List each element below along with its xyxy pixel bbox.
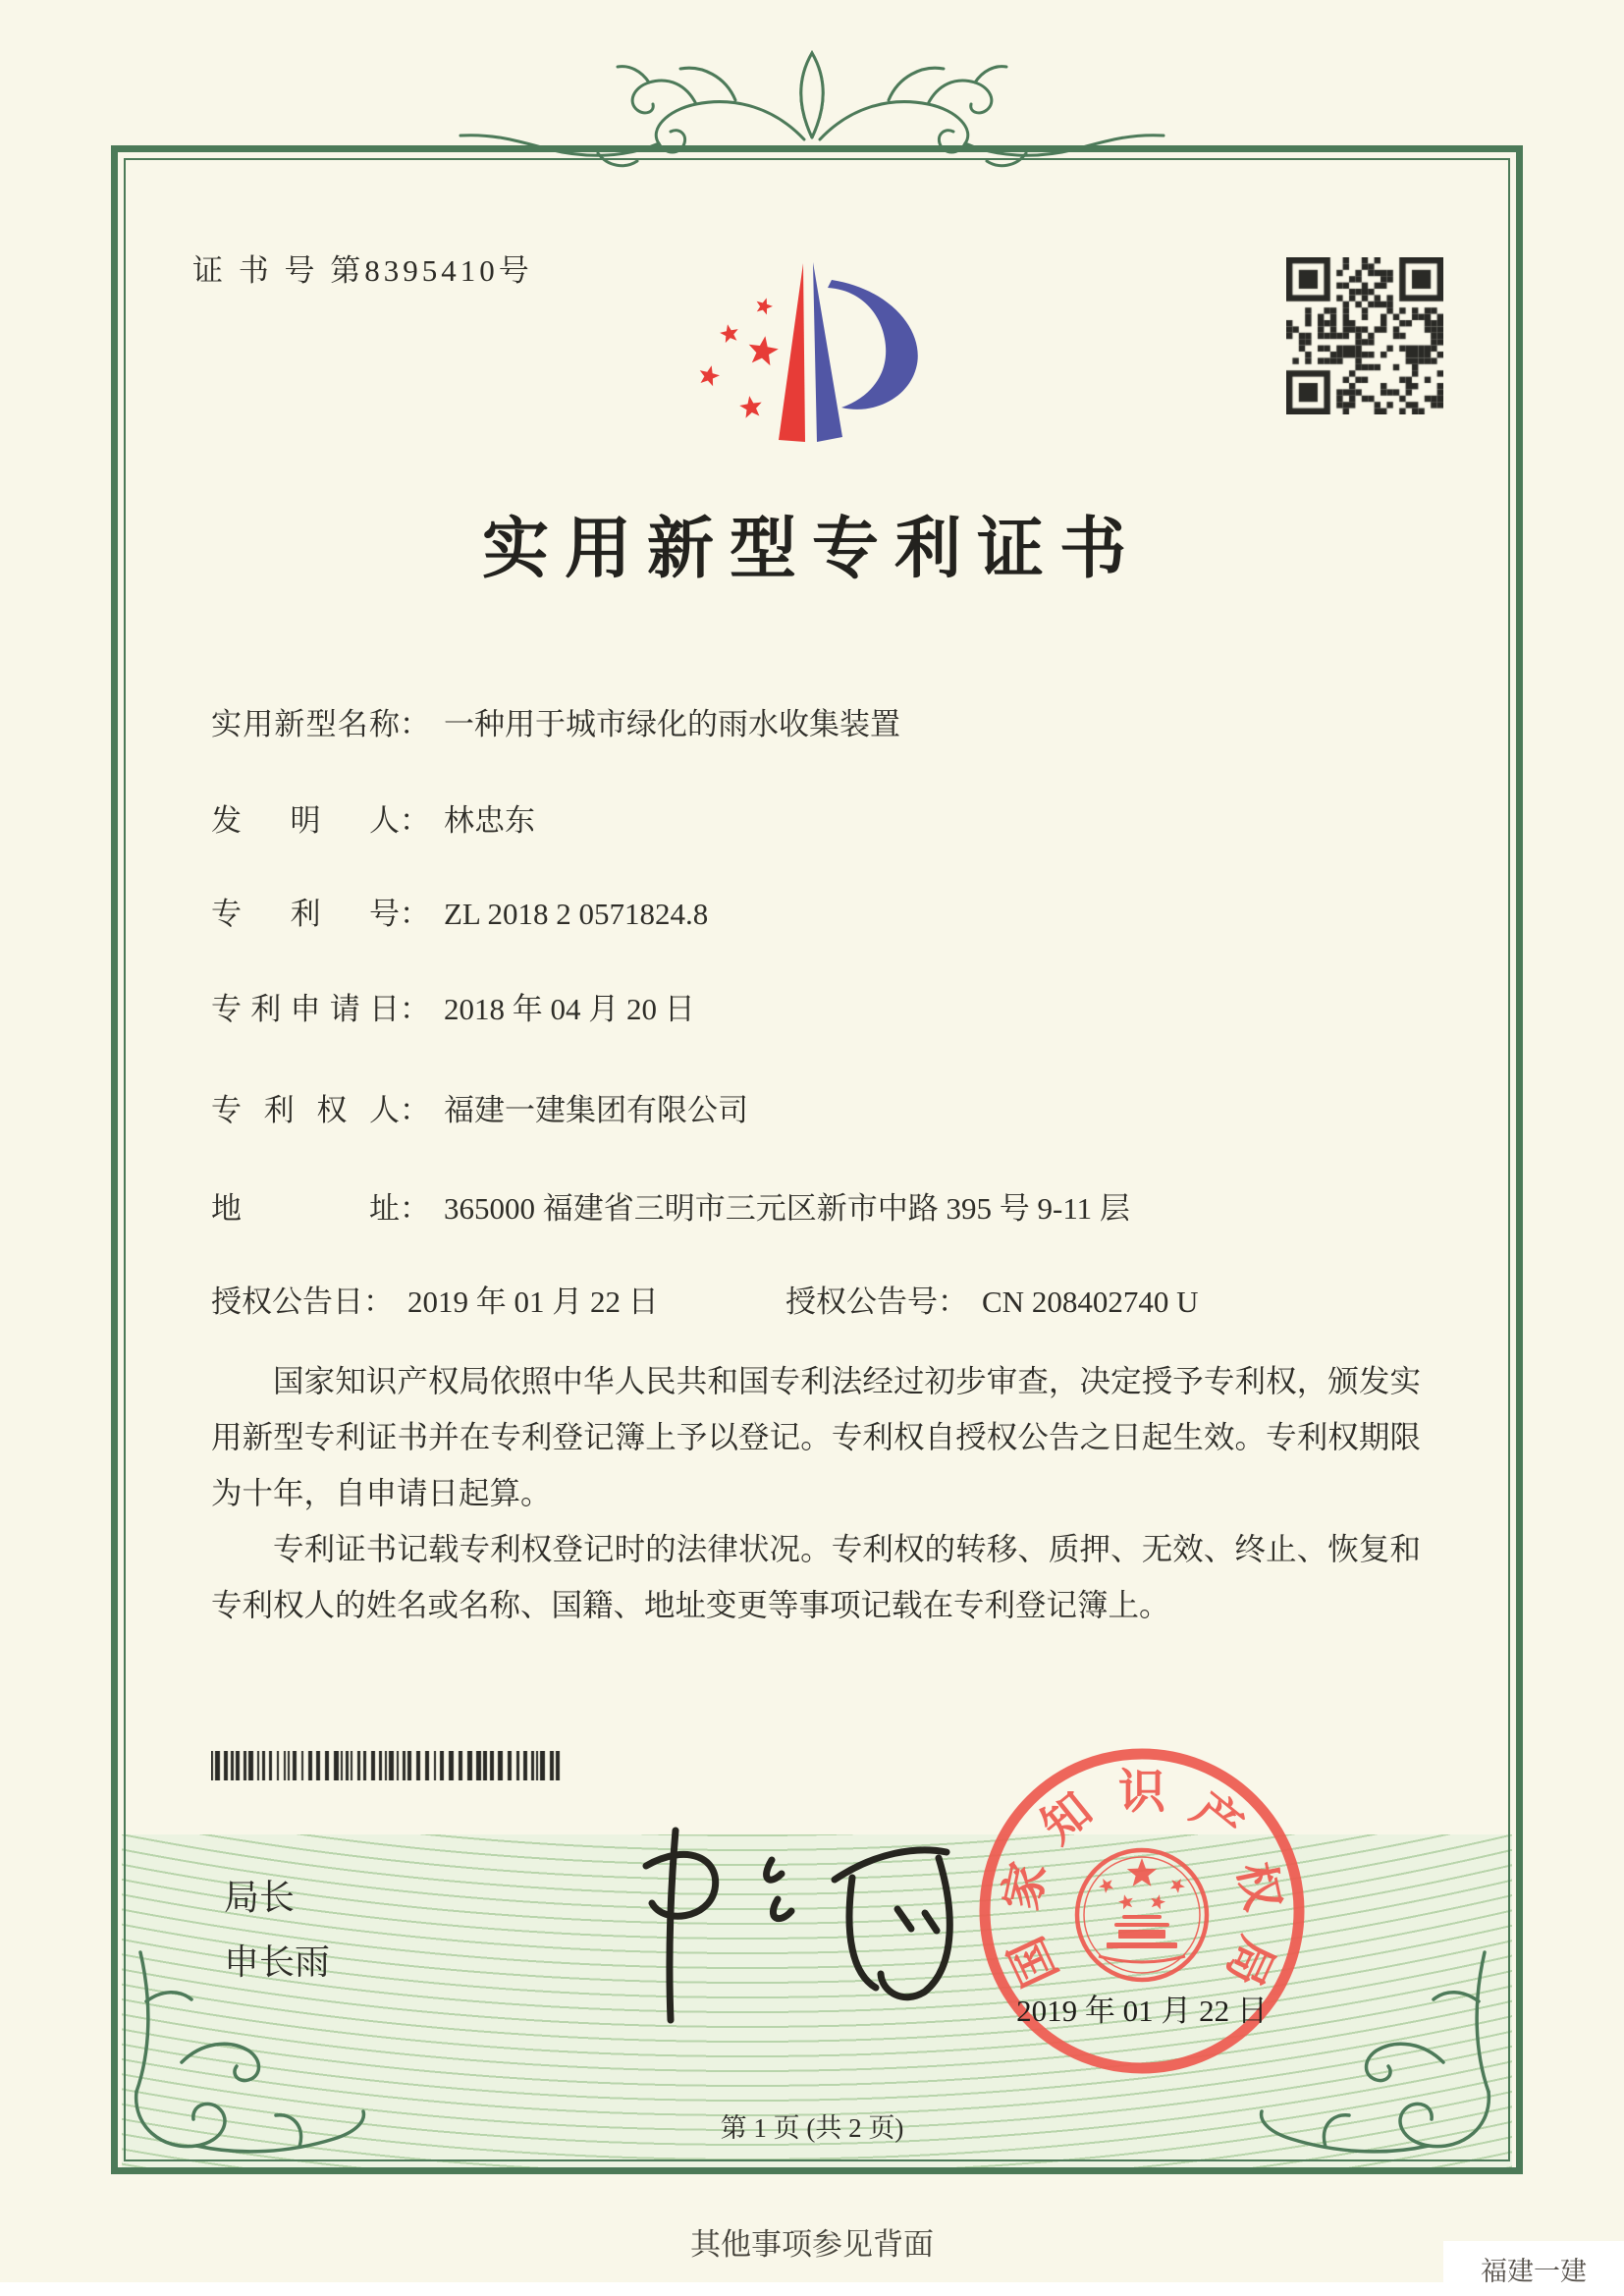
scan-edge (0, 2282, 1624, 2296)
svg-text:知: 知 (1032, 1783, 1103, 1854)
barcode-icon (211, 1751, 563, 1780)
field-grant-date: 授权公告日： 2019 年 01 月 22 日 (211, 1285, 659, 1319)
official-seal (967, 1736, 1317, 2086)
field-label: 发明人 (211, 803, 400, 838)
field-application-date: 专利申请日： 2018 年 04 月 20 日 (211, 984, 695, 1028)
field-value: ZL 2018 2 0571824.8 (444, 897, 709, 931)
svg-text:国: 国 (1001, 1929, 1068, 1995)
svg-text:产: 产 (1181, 1783, 1252, 1854)
field-value: 一种用于城市绿化的雨水收集装置 (444, 707, 900, 741)
field-label: 专利申请日 (211, 992, 400, 1026)
field-value: 福建一建集团有限公司 (444, 1093, 748, 1127)
back-note: 其他事项参见背面 (690, 2227, 934, 2262)
field-address: 地址： 365000 福建省三明市三元区新市中路 395 号 9-11 层 (211, 1183, 1130, 1228)
svg-text:权: 权 (1227, 1857, 1289, 1915)
field-value: 365000 福建省三明市三元区新市中路 395 号 9-11 层 (444, 1191, 1130, 1226)
legal-text (211, 1353, 1421, 1633)
field-patent-number: 专利号： ZL 2018 2 0571824.8 (211, 889, 708, 933)
certificate-title: 实用新型专利证书 (481, 512, 1142, 586)
legal-paragraph-1: 国家知识产权局依照中华人民共和国专利法经过初步审查，决定授予专利权，颁发实用新型专利证书并在专利登记簿上予以登记。专利权自授权公告之日起生效。专利权期限为十年，自申请日起算。 (211, 1364, 1421, 1510)
svg-text:家: 家 (995, 1857, 1056, 1915)
dragon-ornament-icon (400, 39, 1224, 187)
field-value: 林忠东 (444, 803, 535, 838)
seal-date: 2019 年 01 月 22 日 (1016, 1994, 1268, 2028)
qr-code-icon (1286, 257, 1443, 414)
field-value: 2018 年 04 月 20 日 (444, 992, 695, 1026)
svg-text:识: 识 (1117, 1766, 1166, 1819)
field-inventor: 发明人： 林忠东 (211, 795, 535, 840)
field-label: 专利号 (211, 897, 400, 931)
field-label: 实用新型名称 (211, 707, 400, 741)
field-patentee: 专利权人： 福建一建集团有限公司 (211, 1085, 748, 1129)
cnipa-logo-icon (673, 241, 928, 447)
field-label: 专利权人 (211, 1093, 400, 1127)
corner-tag: 福建一建 (1443, 2241, 1624, 2296)
field-label: 地址 (211, 1191, 400, 1226)
certificate-number: 证 书 号 第8395410号 (192, 253, 533, 288)
national-emblem-icon (1077, 1850, 1207, 1980)
director-title: 局长 (224, 1878, 296, 1917)
svg-text:局: 局 (1216, 1929, 1283, 1995)
page-number: 第 1 页 (共 2 页) (720, 2113, 904, 2143)
field-grant-number: 授权公告号： CN 208402740 U (785, 1285, 1199, 1319)
director-name: 申长雨 (224, 1942, 331, 1982)
field-utility-model-name: 实用新型名称： 一种用于城市绿化的雨水收集装置 (211, 699, 900, 743)
legal-paragraph-2: 专利证书记载专利权登记时的法律状况。专利权的转移、质押、无效、终止、恢复和专利权人的姓名或名称、国籍、地址变更等事项记载在专利登记簿上。 (211, 1532, 1421, 1622)
